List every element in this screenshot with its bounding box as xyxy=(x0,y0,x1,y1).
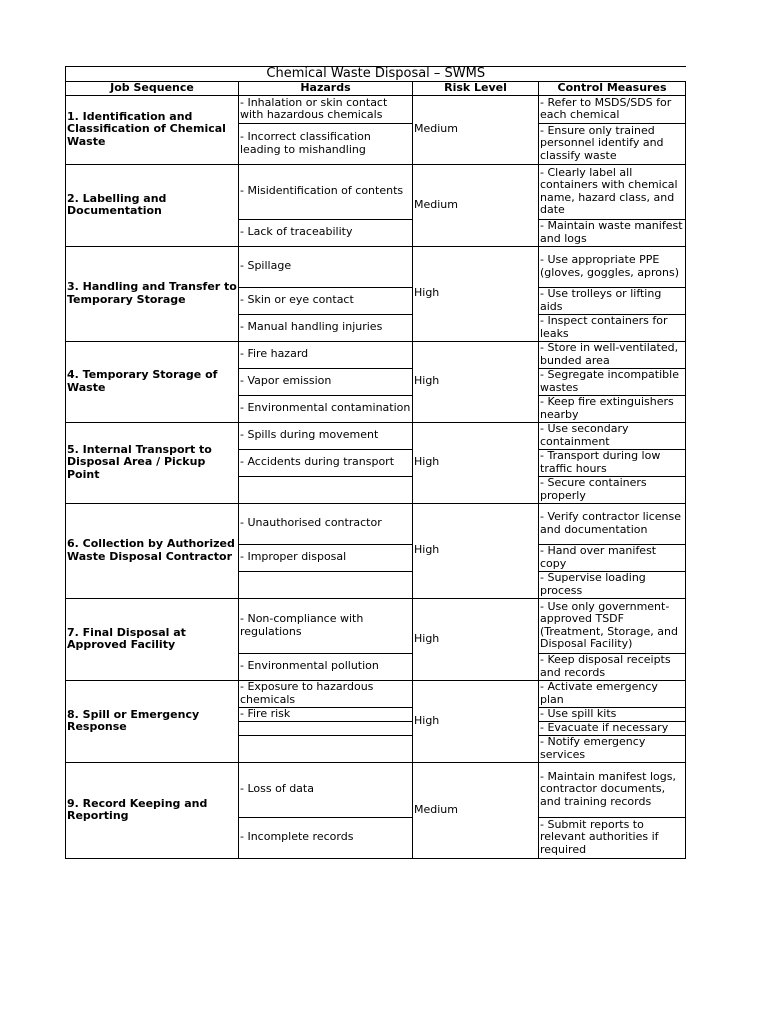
risk-level-cell: High xyxy=(413,598,539,680)
hazard-cell xyxy=(239,721,413,735)
control-measure-cell: - Use only government-approved TSDF (Treatment, Storage, and Disposal Facility) xyxy=(539,598,686,653)
control-measure-cell: - Inspect containers for leaks xyxy=(539,314,686,341)
control-measure-cell: - Submit reports to relevant authorities if required xyxy=(539,817,686,858)
control-measure-cell: - Evacuate if necessary xyxy=(539,721,686,735)
hazard-cell: - Fire risk xyxy=(239,707,413,721)
control-measure-cell: - Use secondary containment xyxy=(539,422,686,449)
hazard-cell: - Spills during movement xyxy=(239,422,413,449)
table-row xyxy=(66,246,686,287)
hazard-cell: - Environmental contamination xyxy=(239,395,413,422)
control-measure-cell: - Notify emergency services xyxy=(539,735,686,762)
document-title: Chemical Waste Disposal – SWMS xyxy=(66,67,686,82)
hazard-cell: - Unauthorised contractor xyxy=(239,503,413,544)
job-step-cell: 8. Spill or Emergency Response xyxy=(66,680,239,762)
hazard-cell xyxy=(239,571,413,598)
control-measure-cell: - Hand over manifest copy xyxy=(539,544,686,571)
hazard-cell xyxy=(239,476,413,503)
hazard-cell: - Environmental pollution xyxy=(239,653,413,680)
control-measure-cell: - Verify contractor license and documentation xyxy=(539,503,686,544)
hazard-cell: - Non-compliance with regulations xyxy=(239,598,413,653)
hazard-cell: - Loss of data xyxy=(239,762,413,817)
job-step-cell: 2. Labelling and Documentation xyxy=(66,164,239,246)
control-measure-cell: - Store in well-ventilated, bunded area xyxy=(539,341,686,368)
header-job-sequence: Job Sequence xyxy=(66,82,239,96)
hazard-cell: - Misidentification of contents xyxy=(239,164,413,219)
swms-sheet xyxy=(65,66,685,859)
risk-level-cell: Medium xyxy=(413,762,539,858)
hazard-cell: - Inhalation or skin contact with hazardous chemicals xyxy=(239,95,413,123)
hazard-cell: - Manual handling injuries xyxy=(239,314,413,341)
control-measure-cell: - Use trolleys or lifting aids xyxy=(539,287,686,314)
table-row xyxy=(66,422,686,449)
control-measure-cell: - Use appropriate PPE (gloves, goggles, aprons) xyxy=(539,246,686,287)
control-measure-cell: - Keep disposal receipts and records xyxy=(539,653,686,680)
job-step-cell: 9. Record Keeping and Reporting xyxy=(66,762,239,858)
hazard-cell: - Spillage xyxy=(239,246,413,287)
control-measure-cell: - Use spill kits xyxy=(539,707,686,721)
swms-table xyxy=(65,66,686,859)
risk-level-cell: Medium xyxy=(413,95,539,164)
control-measure-cell: - Clearly label all containers with chemical name, hazard class, and date xyxy=(539,164,686,219)
job-step-cell: 1. Identification and Classification of Chemical Waste xyxy=(66,95,239,164)
hazard-cell xyxy=(239,735,413,762)
risk-level-cell: Medium xyxy=(413,164,539,246)
risk-level-cell: High xyxy=(413,246,539,341)
control-measure-cell: - Segregate incompatible wastes xyxy=(539,368,686,395)
title-row xyxy=(66,67,686,82)
control-measure-cell: - Maintain waste manifest and logs xyxy=(539,219,686,246)
hazard-cell: - Incomplete records xyxy=(239,817,413,858)
job-step-cell: 4. Temporary Storage of Waste xyxy=(66,341,239,422)
table-row xyxy=(66,164,686,219)
control-measure-cell: - Activate emergency plan xyxy=(539,680,686,707)
hazard-cell: - Incorrect classification leading to mishandling xyxy=(239,123,413,164)
job-step-cell: 5. Internal Transport to Disposal Area / Pickup Point xyxy=(66,422,239,503)
hazard-cell: - Accidents during transport xyxy=(239,449,413,476)
hazard-cell: - Vapor emission xyxy=(239,368,413,395)
control-measure-cell: - Ensure only trained personnel identify and classify waste xyxy=(539,123,686,164)
header-hazards: Hazards xyxy=(239,82,413,96)
header-risk-level: Risk Level xyxy=(413,82,539,96)
hazard-cell: - Fire hazard xyxy=(239,341,413,368)
control-measure-cell: - Supervise loading process xyxy=(539,571,686,598)
job-step-cell: 6. Collection by Authorized Waste Disposal Contractor xyxy=(66,503,239,598)
table-row xyxy=(66,95,686,123)
header-control-measures: Control Measures xyxy=(539,82,686,96)
risk-level-cell: High xyxy=(413,680,539,762)
control-measure-cell: - Maintain manifest logs, contractor documents, and training records xyxy=(539,762,686,817)
control-measure-cell: - Secure containers properly xyxy=(539,476,686,503)
control-measure-cell: - Transport during low traffic hours xyxy=(539,449,686,476)
job-step-cell: 7. Final Disposal at Approved Facility xyxy=(66,598,239,680)
table-row xyxy=(66,680,686,707)
job-step-cell: 3. Handling and Transfer to Temporary Storage xyxy=(66,246,239,341)
hazard-cell: - Lack of traceability xyxy=(239,219,413,246)
risk-level-cell: High xyxy=(413,422,539,503)
table-row xyxy=(66,341,686,368)
hazard-cell: - Exposure to hazardous chemicals xyxy=(239,680,413,707)
table-row xyxy=(66,503,686,544)
hazard-cell: - Skin or eye contact xyxy=(239,287,413,314)
risk-level-cell: High xyxy=(413,341,539,422)
table-row xyxy=(66,762,686,817)
control-measure-cell: - Refer to MSDS/SDS for each chemical xyxy=(539,95,686,123)
risk-level-cell: High xyxy=(413,503,539,598)
table-row xyxy=(66,598,686,653)
hazard-cell: - Improper disposal xyxy=(239,544,413,571)
control-measure-cell: - Keep fire extinguishers nearby xyxy=(539,395,686,422)
header-row xyxy=(66,82,686,96)
